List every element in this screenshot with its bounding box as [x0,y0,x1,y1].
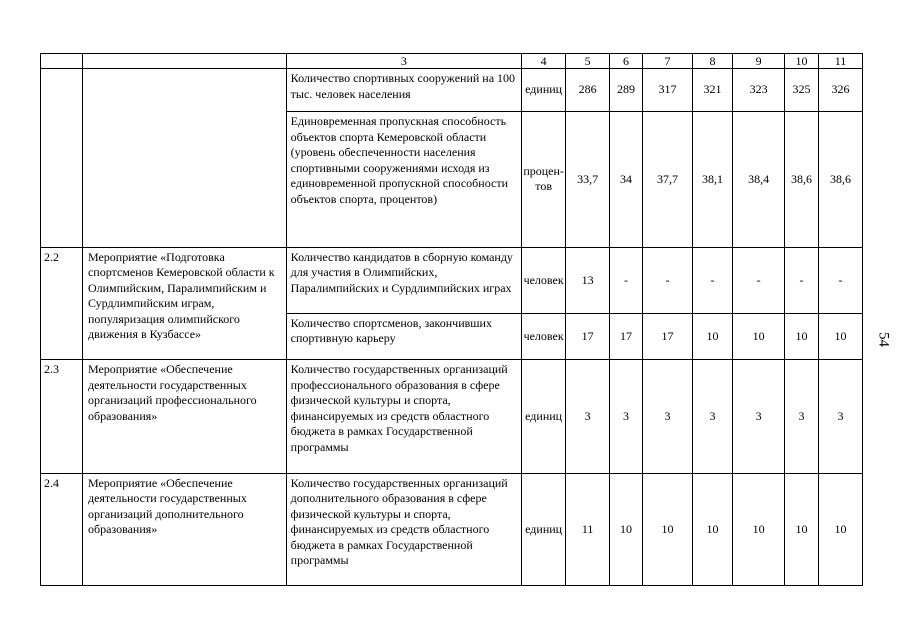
value-cell: - [610,247,643,313]
unit-cell [522,112,566,248]
value-cell: 10 [785,473,819,585]
unit-cell: человек [522,313,566,359]
header-cell: 7 [642,54,692,69]
value-cell: 10 [818,313,862,359]
unit-cell: единиц [522,69,566,112]
value-cell: 325 [785,69,819,112]
table-row [41,473,863,585]
value-cell: 37,7 [642,112,692,248]
header-cell: 8 [693,54,733,69]
value-cell: 3 [693,360,733,473]
header-cell [41,54,83,69]
value-cell: 286 [566,69,610,112]
value-cell: 289 [610,69,643,112]
indicator-name-cell: Количество государственных организаций профессионального образования в сфере физической культуры и спорта, финансируемых из средств областного бюджета в рамках Государственной программы [286,360,521,473]
value-cell: 38,4 [732,112,784,248]
value-cell: 38,6 [785,112,819,248]
event-cell: Мероприятие «Подготовка спортсменов Кемеровской области к Олимпийским, Паралимпийским и Сурдлимпийским играм, популяризация олимпийского движения в Кузбассе» [82,247,286,359]
value-cell: - [785,247,819,313]
value-cell: - [818,247,862,313]
value-cell: - [693,247,733,313]
value-cell: 38,1 [693,112,733,248]
value-cell: 326 [818,69,862,112]
unit-text: процен-тов [523,163,564,194]
value-cell: 3 [818,360,862,473]
value-cell: 3 [610,360,643,473]
header-cell: 5 [566,54,610,69]
event-cell: Мероприятие «Обеспечение деятельности государственных организаций дополнительного образования» [82,473,286,585]
value-cell: 10 [818,473,862,585]
value-cell: 17 [610,313,643,359]
indicator-name-cell: Количество спортсменов, закончивших спортивную карьеру [286,313,521,359]
indicator-name-cell: Единовременная пропускная способность объектов спорта Кемеровской области (уровень обеспеченности населения спортивными сооружениями исходя из единовременной пропускной способности объектов спорта, процентов) [286,112,521,248]
value-cell: 3 [785,360,819,473]
value-cell: 11 [566,473,610,585]
value-cell: 321 [693,69,733,112]
value-cell: 3 [642,360,692,473]
table-row [41,69,863,112]
row-number-cell [41,69,83,248]
value-cell: 10 [732,473,784,585]
event-cell: Мероприятие «Обеспечение деятельности государственных организаций профессионального образования» [82,360,286,473]
value-cell: 3 [732,360,784,473]
unit-cell: единиц [522,473,566,585]
column-number-row [41,54,863,69]
value-cell: 10 [732,313,784,359]
value-cell: 13 [566,247,610,313]
header-cell: 6 [610,54,643,69]
value-cell: - [642,247,692,313]
value-cell: 17 [642,313,692,359]
value-cell: 10 [610,473,643,585]
header-cell: 3 [286,54,521,69]
event-cell [82,69,286,248]
value-cell: 10 [642,473,692,585]
value-cell: 34 [610,112,643,248]
value-cell: 38,6 [818,112,862,248]
row-number-cell: 2.3 [41,360,83,473]
value-cell: 317 [642,69,692,112]
value-cell: 323 [732,69,784,112]
value-cell: - [732,247,784,313]
table-row [41,247,863,313]
unit-cell: единиц [522,360,566,473]
value-cell: 10 [785,313,819,359]
unit-cell: человек [522,247,566,313]
header-cell: 10 [785,54,819,69]
header-cell: 4 [522,54,566,69]
row-number-cell: 2.2 [41,247,83,359]
indicator-name-cell: Количество государственных организаций дополнительного образования в сфере физической культуры и спорта, финансируемых из средств областного бюджета в рамках Государственной программы [286,473,521,585]
value-cell: 3 [566,360,610,473]
table-body [41,54,863,586]
row-number-cell: 2.4 [41,473,83,585]
value-cell: 17 [566,313,610,359]
indicator-name-cell: Количество кандидатов в сборную команду для участия в Олимпийских, Паралимпийских и Сурдлимпийских играх [286,247,521,313]
header-cell [82,54,286,69]
header-cell: 9 [732,54,784,69]
value-cell: 10 [693,313,733,359]
indicators-table [40,53,863,586]
value-cell: 10 [693,473,733,585]
page-number: 54 [875,332,892,347]
indicator-name-cell: Количество спортивных сооружений на 100 тыс. человек населения [286,69,521,112]
table-row [41,360,863,473]
value-cell: 33,7 [566,112,610,248]
header-cell: 11 [818,54,862,69]
